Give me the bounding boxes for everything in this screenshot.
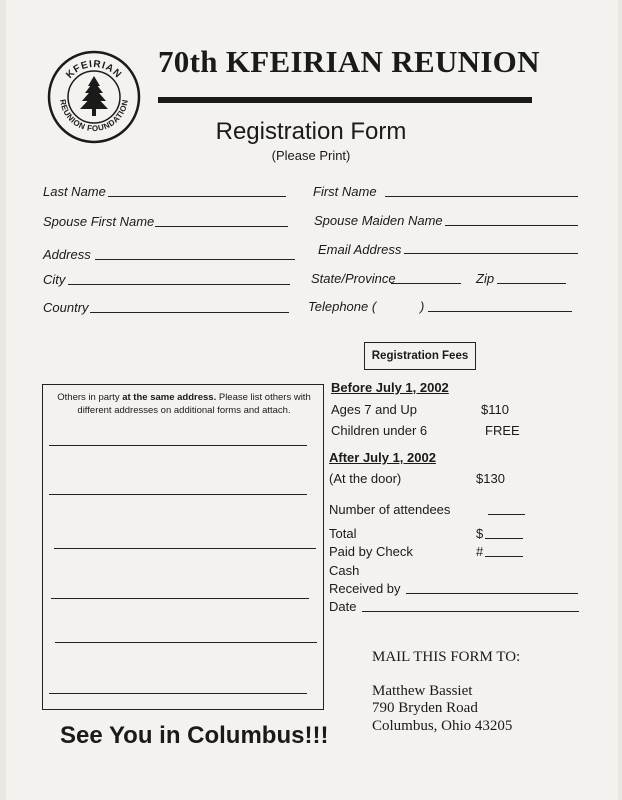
ages-price: $110 bbox=[481, 402, 509, 417]
country-label: Country bbox=[43, 300, 89, 315]
total-field[interactable] bbox=[485, 538, 523, 539]
party-members-box bbox=[42, 384, 324, 710]
last-name-label: Last Name bbox=[43, 184, 106, 199]
email-label: Email Address bbox=[318, 242, 402, 257]
children-label: Children under 6 bbox=[331, 423, 428, 438]
party-line-1[interactable] bbox=[49, 445, 307, 446]
party-line-5[interactable] bbox=[55, 642, 317, 643]
spouse-first-name-field[interactable] bbox=[155, 226, 288, 227]
closing-message: See You in Columbus!!! bbox=[60, 722, 329, 749]
spouse-first-name-label: Spouse First Name bbox=[43, 214, 155, 229]
party-note: Others in party at the same address. Please list others with different addresses on additional forms and attach. bbox=[57, 392, 311, 416]
date-label: Date bbox=[329, 599, 357, 614]
check-label: Paid by Check bbox=[329, 544, 413, 559]
telephone-field[interactable] bbox=[428, 311, 572, 312]
received-label: Received by bbox=[329, 581, 401, 596]
telephone-close-paren: ) bbox=[420, 299, 425, 314]
spouse-maiden-name-field[interactable] bbox=[445, 225, 578, 226]
door-label: (At the door) bbox=[329, 471, 402, 486]
check-number-sign: # bbox=[476, 544, 484, 559]
state-label: State/Province bbox=[311, 271, 396, 286]
party-line-2[interactable] bbox=[49, 494, 307, 495]
attendees-field[interactable] bbox=[488, 514, 525, 515]
zip-label: Zip bbox=[476, 271, 495, 286]
logo-text-bottom: REUNION FOUNDATION bbox=[58, 98, 130, 134]
telephone-label: Telephone ( bbox=[308, 299, 377, 314]
party-line-4[interactable] bbox=[51, 598, 309, 599]
zip-field[interactable] bbox=[497, 283, 566, 284]
check-field[interactable] bbox=[485, 556, 523, 557]
print-note: (Please Print) bbox=[271, 148, 351, 163]
state-field[interactable] bbox=[391, 283, 461, 284]
total-dollar-sign: $ bbox=[476, 526, 484, 541]
mail-name: Matthew Bassiet bbox=[372, 683, 473, 699]
city-field[interactable] bbox=[68, 284, 290, 285]
registration-fees-button: Registration Fees bbox=[364, 342, 476, 370]
email-field[interactable] bbox=[404, 253, 578, 254]
children-price: FREE bbox=[485, 423, 520, 438]
first-name-label: First Name bbox=[313, 184, 377, 199]
mail-city: Columbus, Ohio 43205 bbox=[372, 718, 513, 734]
before-heading: Before July 1, 2002 bbox=[331, 380, 449, 395]
city-label: City bbox=[43, 272, 66, 287]
mail-street: 790 Bryden Road bbox=[372, 700, 478, 716]
mail-heading: MAIL THIS FORM TO: bbox=[372, 649, 521, 665]
title-underline bbox=[158, 97, 532, 103]
after-heading: After July 1, 2002 bbox=[329, 450, 436, 465]
ages-label: Ages 7 and Up bbox=[331, 402, 418, 417]
country-field[interactable] bbox=[90, 312, 289, 313]
logo-text-top: KFEIRIAN bbox=[64, 58, 124, 81]
page-title: 70th KFEIRIAN REUNION bbox=[158, 44, 540, 79]
received-field[interactable] bbox=[406, 593, 578, 594]
party-line-3[interactable] bbox=[54, 548, 316, 549]
address-field[interactable] bbox=[95, 259, 295, 260]
attendees-label: Number of attendees bbox=[329, 502, 451, 517]
cash-label: Cash bbox=[329, 563, 360, 578]
spouse-maiden-name-label: Spouse Maiden Name bbox=[314, 213, 443, 228]
first-name-field[interactable] bbox=[385, 196, 578, 197]
door-price: $130 bbox=[476, 471, 505, 486]
date-field[interactable] bbox=[362, 611, 579, 612]
last-name-field[interactable] bbox=[108, 196, 286, 197]
party-line-6[interactable] bbox=[49, 693, 307, 694]
form-title: Registration Form bbox=[215, 118, 407, 145]
address-label: Address bbox=[43, 247, 91, 262]
total-label: Total bbox=[329, 526, 357, 541]
